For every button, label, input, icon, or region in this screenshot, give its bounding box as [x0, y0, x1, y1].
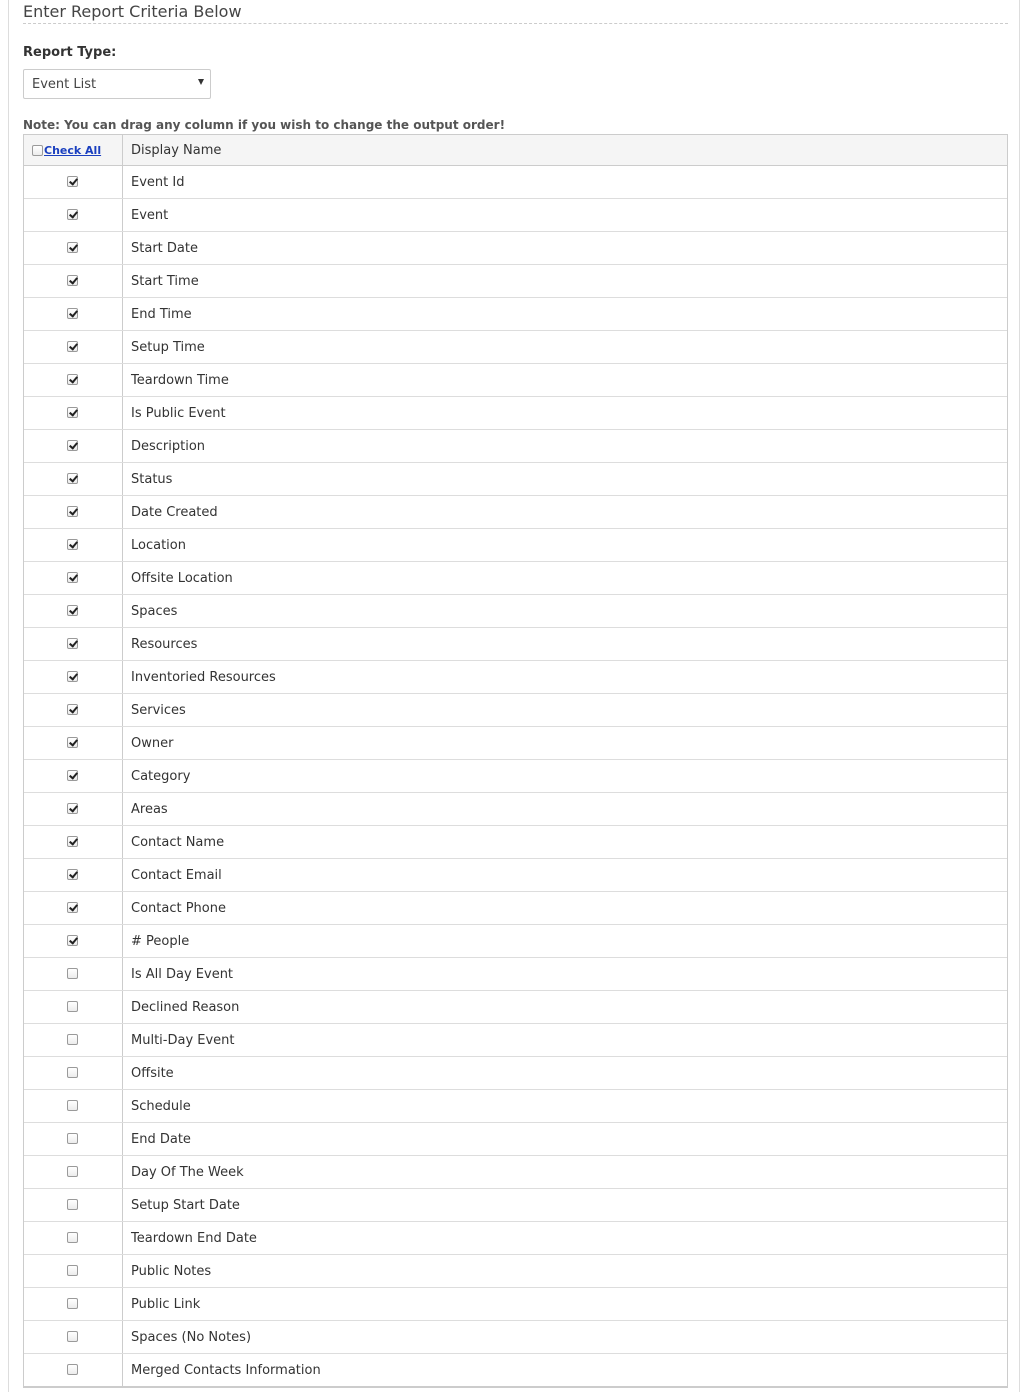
row-display-name: Status: [131, 471, 173, 487]
row-check-cell: [24, 562, 123, 594]
row-display-name: Is Public Event: [131, 405, 226, 421]
table-row[interactable]: [24, 364, 1007, 397]
table-row[interactable]: [24, 760, 1007, 793]
row-display-name: Offsite Location: [131, 570, 233, 586]
row-check-cell: [24, 298, 123, 330]
row-display-name: Contact Name: [131, 834, 225, 850]
row-check-cell: [24, 991, 123, 1023]
table-row[interactable]: [24, 991, 1007, 1024]
row-display-name: Is All Day Event: [131, 966, 234, 982]
row-checkbox[interactable]: [67, 275, 78, 286]
check-all-group: [32, 144, 101, 157]
row-checkbox[interactable]: [67, 1133, 78, 1144]
row-check-cell: [24, 760, 123, 792]
row-display-name: Offsite: [131, 1065, 174, 1081]
row-checkbox[interactable]: [67, 902, 78, 913]
row-checkbox[interactable]: [67, 935, 78, 946]
row-checkbox[interactable]: [67, 803, 78, 814]
table-row[interactable]: [24, 1354, 1007, 1387]
row-check-cell: [24, 1090, 123, 1122]
row-checkbox[interactable]: [67, 1364, 78, 1375]
row-display-name: Resources: [131, 636, 198, 652]
table-row[interactable]: [24, 595, 1007, 628]
table-row[interactable]: [24, 1288, 1007, 1321]
row-checkbox[interactable]: [67, 1199, 78, 1210]
row-checkbox[interactable]: [67, 1034, 78, 1045]
table-row[interactable]: [24, 232, 1007, 265]
table-row[interactable]: [24, 793, 1007, 826]
row-checkbox[interactable]: [67, 869, 78, 880]
row-display-name: Merged Contacts Information: [131, 1362, 321, 1378]
row-checkbox[interactable]: [67, 638, 78, 649]
row-check-cell: [24, 364, 123, 396]
table-row[interactable]: [24, 166, 1007, 199]
row-checkbox[interactable]: [67, 506, 78, 517]
table-row[interactable]: [24, 529, 1007, 562]
row-display-name: Location: [131, 537, 186, 553]
check-all-link[interactable]: Check All: [44, 144, 102, 157]
table-row[interactable]: [24, 1024, 1007, 1057]
row-check-cell: [24, 232, 123, 264]
table-row[interactable]: [24, 925, 1007, 958]
table-row[interactable]: [24, 1255, 1007, 1288]
check-all-checkbox[interactable]: [32, 145, 43, 156]
row-display-name: # People: [131, 933, 190, 949]
row-checkbox[interactable]: [67, 1001, 78, 1012]
row-checkbox[interactable]: [67, 242, 78, 253]
table-row[interactable]: [24, 1189, 1007, 1222]
row-display-name: Contact Phone: [131, 900, 226, 916]
table-row[interactable]: [24, 727, 1007, 760]
row-check-cell: [24, 1222, 123, 1254]
drag-note: Note: You can drag any column if you wish to change the output order!: [23, 118, 506, 132]
row-display-name: Contact Email: [131, 867, 222, 883]
row-check-cell: [24, 397, 123, 429]
row-display-name: Event Id: [131, 174, 185, 190]
row-display-name: Start Time: [131, 273, 199, 289]
table-row[interactable]: [24, 1156, 1007, 1189]
table-row[interactable]: [24, 1057, 1007, 1090]
row-checkbox[interactable]: [67, 704, 78, 715]
row-checkbox[interactable]: [67, 1331, 78, 1342]
row-checkbox[interactable]: [67, 341, 78, 352]
row-check-cell: [24, 694, 123, 726]
row-check-cell: [24, 793, 123, 825]
grid-body: [24, 166, 1007, 1387]
row-check-cell: [24, 331, 123, 363]
table-row[interactable]: [24, 562, 1007, 595]
table-row[interactable]: [24, 331, 1007, 364]
row-checkbox[interactable]: [67, 671, 78, 682]
table-row[interactable]: [24, 199, 1007, 232]
row-check-cell: [24, 1354, 123, 1386]
row-checkbox[interactable]: [67, 176, 78, 187]
row-display-name: Areas: [131, 801, 168, 817]
report-type-select[interactable]: [23, 69, 211, 99]
table-row[interactable]: [24, 859, 1007, 892]
row-display-name: Inventoried Resources: [131, 669, 276, 685]
row-check-cell: [24, 958, 123, 990]
row-checkbox[interactable]: [67, 572, 78, 583]
row-check-cell: [24, 463, 123, 495]
row-check-cell: [24, 859, 123, 891]
header-check-cell: [24, 135, 123, 165]
table-row[interactable]: [24, 826, 1007, 859]
row-checkbox[interactable]: [67, 1232, 78, 1243]
table-row[interactable]: [24, 397, 1007, 430]
row-checkbox[interactable]: [67, 1265, 78, 1276]
row-checkbox[interactable]: [67, 440, 78, 451]
row-checkbox[interactable]: [67, 737, 78, 748]
display-name-header: Display Name: [131, 142, 222, 158]
row-display-name: End Date: [131, 1131, 191, 1147]
row-check-cell: [24, 1321, 123, 1353]
row-checkbox[interactable]: [67, 308, 78, 319]
content-area: [23, 0, 1008, 1378]
report-type-label: Report Type:: [23, 45, 117, 60]
row-checkbox[interactable]: [67, 1166, 78, 1177]
table-row[interactable]: [24, 1222, 1007, 1255]
section-title: Enter Report Criteria Below: [23, 0, 1008, 24]
row-display-name: Start Date: [131, 240, 198, 256]
table-row[interactable]: [24, 958, 1007, 991]
row-check-cell: [24, 199, 123, 231]
row-display-name: Spaces (No Notes): [131, 1329, 252, 1345]
page-right-border: [1019, 0, 1020, 1392]
row-checkbox[interactable]: [67, 374, 78, 385]
row-checkbox[interactable]: [67, 473, 78, 484]
row-checkbox[interactable]: [67, 1067, 78, 1078]
row-checkbox[interactable]: [67, 836, 78, 847]
row-check-cell: [24, 1288, 123, 1320]
dropdown-arrow-icon: [198, 79, 204, 85]
row-checkbox[interactable]: [67, 539, 78, 550]
table-row[interactable]: [24, 265, 1007, 298]
row-check-cell: [24, 166, 123, 198]
row-check-cell: [24, 628, 123, 660]
row-check-cell: [24, 661, 123, 693]
row-check-cell: [24, 1123, 123, 1155]
row-display-name: Setup Time: [131, 339, 205, 355]
row-display-name: Event: [131, 207, 169, 223]
row-check-cell: [24, 1156, 123, 1188]
row-check-cell: [24, 826, 123, 858]
row-display-name: Multi-Day Event: [131, 1032, 235, 1048]
row-check-cell: [24, 727, 123, 759]
row-display-name: End Time: [131, 306, 192, 322]
row-checkbox[interactable]: [67, 407, 78, 418]
row-check-cell: [24, 1189, 123, 1221]
row-check-cell: [24, 265, 123, 297]
row-checkbox[interactable]: [67, 209, 78, 220]
row-display-name: Declined Reason: [131, 999, 240, 1015]
grid-header: [24, 135, 1007, 166]
row-display-name: Date Created: [131, 504, 218, 520]
table-row[interactable]: [24, 298, 1007, 331]
row-display-name: Day Of The Week: [131, 1164, 244, 1180]
page-left-border: [8, 0, 9, 1392]
row-checkbox[interactable]: [67, 770, 78, 781]
row-check-cell: [24, 595, 123, 627]
row-checkbox[interactable]: [67, 605, 78, 616]
row-display-name: Owner: [131, 735, 174, 751]
columns-grid: [23, 134, 1008, 1388]
table-row[interactable]: [24, 1090, 1007, 1123]
table-row[interactable]: [24, 628, 1007, 661]
row-check-cell: [24, 925, 123, 957]
row-check-cell: [24, 1057, 123, 1089]
row-check-cell: [24, 430, 123, 462]
row-display-name: Setup Start Date: [131, 1197, 240, 1213]
row-check-cell: [24, 1255, 123, 1287]
row-display-name: Teardown Time: [131, 372, 229, 388]
row-display-name: Spaces: [131, 603, 178, 619]
report-type-selected-value: Event List: [32, 77, 97, 92]
row-display-name: Teardown End Date: [131, 1230, 257, 1246]
row-check-cell: [24, 1024, 123, 1056]
row-display-name: Public Link: [131, 1296, 201, 1312]
row-checkbox[interactable]: [67, 1298, 78, 1309]
row-check-cell: [24, 529, 123, 561]
table-row[interactable]: [24, 1321, 1007, 1354]
table-row[interactable]: [24, 463, 1007, 496]
row-checkbox[interactable]: [67, 968, 78, 979]
row-check-cell: [24, 496, 123, 528]
row-display-name: Category: [131, 768, 191, 784]
row-display-name: Schedule: [131, 1098, 191, 1114]
table-row[interactable]: [24, 496, 1007, 529]
row-display-name: Services: [131, 702, 186, 718]
row-display-name: Public Notes: [131, 1263, 212, 1279]
table-row[interactable]: [24, 430, 1007, 463]
row-display-name: Description: [131, 438, 206, 454]
table-row[interactable]: [24, 892, 1007, 925]
row-checkbox[interactable]: [67, 1100, 78, 1111]
row-check-cell: [24, 892, 123, 924]
table-row[interactable]: [24, 1123, 1007, 1156]
table-row[interactable]: [24, 661, 1007, 694]
table-row[interactable]: [24, 694, 1007, 727]
